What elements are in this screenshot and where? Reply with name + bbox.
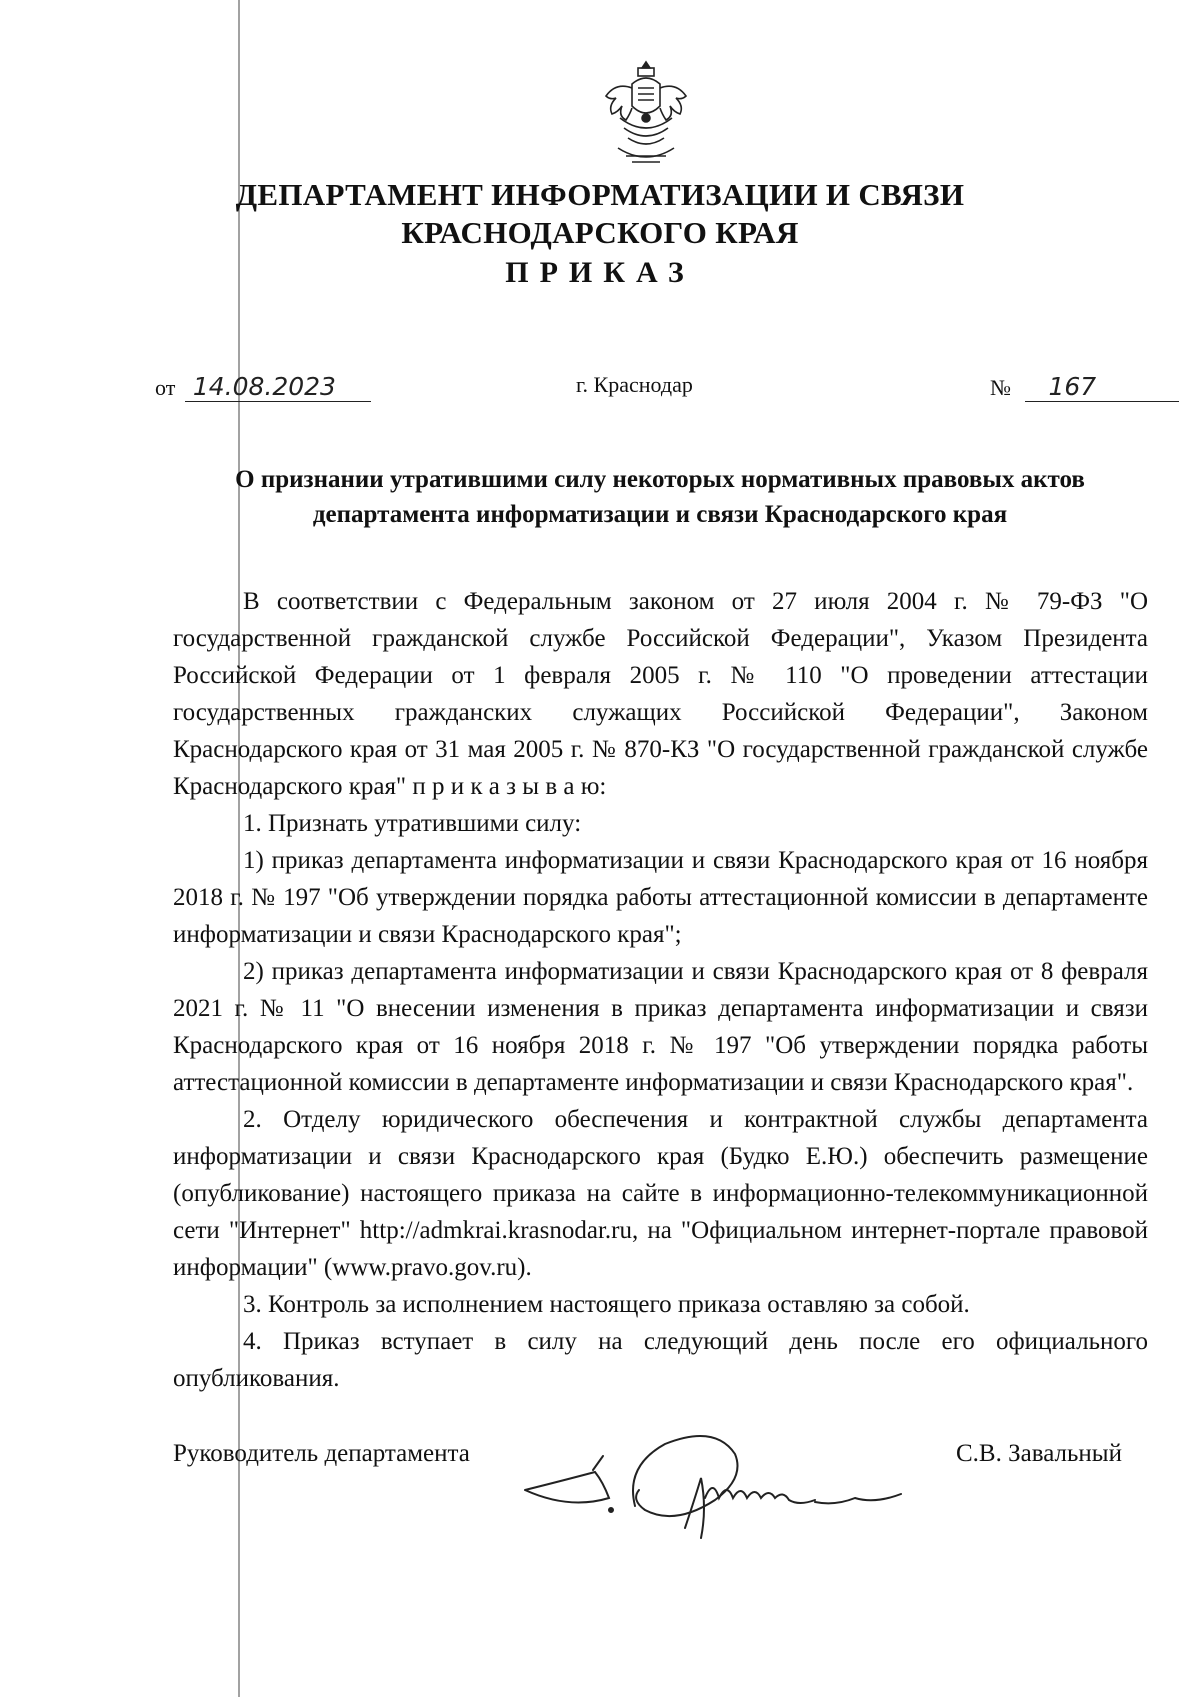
document-title [165,462,1155,532]
title-line1: О признании утратившими силу некоторых нормативных правовых актов [235,466,1085,493]
department-name-line1: ДЕПАРТАМЕНТ ИНФОРМАТИЗАЦИИ И СВЯЗИ [235,177,965,212]
body-paragraph: 1. Признать утратившими силу: [243,810,582,837]
coat-of-arms-icon [598,58,694,168]
body-paragraph: 2. Отделу юридического обеспечения и контрактной службы департамента информатизации и связи Краснодарского края (Будко Е.Ю.) обеспечить размещение (опубликование) настоящего приказа на сайте в информационно-телекоммуникационной сети "Интернет" http://admkrai.krasnodar.ru, на "Официальном интернет-портале правовой информации" (www.pravo.gov.ru). [173,1106,1148,1281]
signatory-name: С.В. Завальный [956,1440,1122,1467]
body-paragraph: 3. Контроль за исполнением настоящего приказа оставляю за собой. [243,1291,970,1318]
body-paragraph: В соответствии с Федеральным законом от 27 июля 2004 г. № 79-ФЗ "О государственной гражданской службе Российской Федерации", Указом Президента Российской Федерации от 1 февраля 2005 г. № 110 "О проведении аттестации государственных гражданских служащих Российской Федерации", Законом Краснодарского края от 31 мая 2005 г. № 870-КЗ "О государственной гражданской службе Краснодарского края" п р и к а з ы в а ю: [173,588,1148,800]
signatory-position: Руководитель департамента [173,1440,470,1467]
handwritten-date: 14.08.2023 [185,372,371,402]
handwritten-number: 167 [1025,372,1179,402]
number-prefix: № [990,375,1011,400]
document-type: ПРИКАЗ [505,256,695,289]
department-heading [200,176,1000,252]
title-line2: департамента информатизации и связи Краснодарского края [312,501,1008,528]
date-prefix: от [155,375,176,400]
body-paragraph: 1) приказ департамента информатизации и связи Краснодарского края от 16 ноября 2018 г. № 197 "Об утверждении порядка работы аттестационной комиссии в департаменте информатизации и связи Краснодарского края"; [173,847,1148,948]
document-body [173,583,1148,1397]
order-date [155,372,371,412]
body-paragraph: 4. Приказ вступает в силу на следующий день после его официального опубликования. [173,1328,1148,1392]
body-paragraph: 2) приказ департамента информатизации и связи Краснодарского края от 8 февраля 2021 г. № 11 "О внесении изменения в приказ департамента информатизации и связи Краснодарского края от 16 ноября 2018 г. № 197 "Об утверждении порядка работы аттестационной комиссии в департаменте информатизации и связи Краснодарского края". [173,958,1148,1096]
handwritten-signature-icon [515,1418,995,1558]
order-city: г. Краснодар [576,372,693,397]
order-number [990,372,1179,412]
department-name-line2: КРАСНОДАРСКОГО КРАЯ [401,215,799,250]
